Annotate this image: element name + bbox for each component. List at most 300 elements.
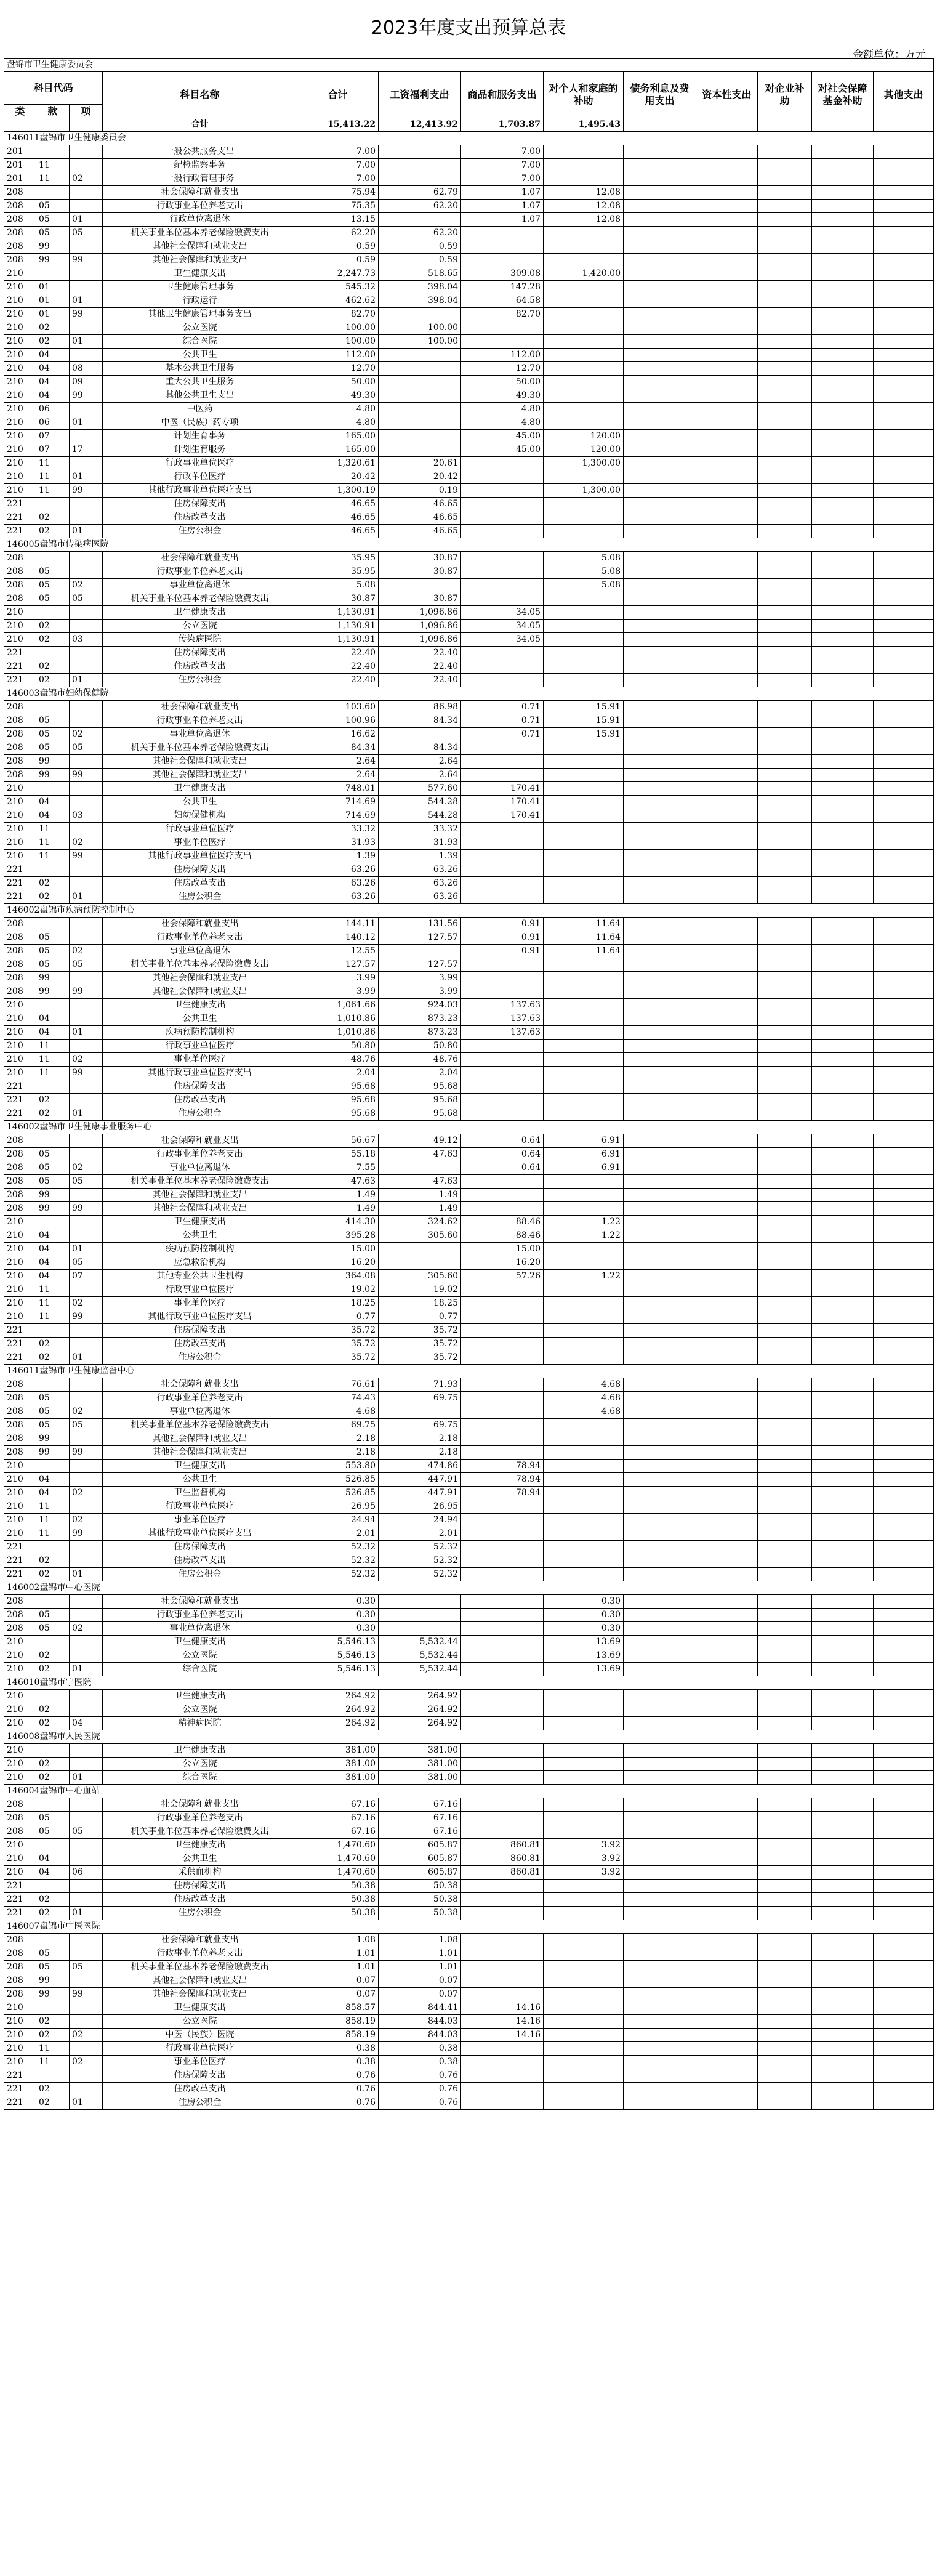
amount-cell: 398.04 (379, 294, 461, 308)
amount-cell (544, 362, 624, 376)
amount-cell (544, 376, 624, 389)
amount-cell (812, 1026, 874, 1040)
amount-cell (758, 633, 812, 647)
amount-cell (624, 2029, 696, 2042)
amount-cell (758, 796, 812, 809)
amount-cell (461, 1297, 544, 1310)
subject-name-cell: 行政事业单位养老支出 (103, 1392, 297, 1405)
amount-cell (812, 2096, 874, 2110)
table-row (4, 1324, 934, 1338)
subject-code-cell: 99 (70, 1446, 103, 1460)
amount-cell (812, 769, 874, 782)
amount-cell: 6.91 (544, 1161, 624, 1175)
table-row (4, 1107, 934, 1121)
amount-cell (758, 1405, 812, 1419)
amount-cell (624, 1446, 696, 1460)
amount-cell: 1,061.66 (297, 999, 379, 1012)
amount-cell (379, 1622, 461, 1636)
amount-cell (696, 1947, 758, 1961)
table-row (4, 918, 934, 931)
subject-code-cell: 05 (36, 1419, 70, 1432)
amount-cell: 14.16 (461, 2015, 544, 2029)
amount-cell (624, 728, 696, 741)
subject-code-cell: 208 (4, 1378, 36, 1392)
unit-section-row (4, 904, 934, 918)
unit-section-row (4, 1920, 934, 1934)
amount-cell (461, 1080, 544, 1094)
amount-cell (758, 1947, 812, 1961)
amount-cell: 50.00 (461, 376, 544, 389)
subject-code-cell: 208 (4, 1934, 36, 1947)
amount-cell (812, 1189, 874, 1202)
amount-cell (624, 1338, 696, 1351)
subject-code-cell: 210 (4, 308, 36, 321)
amount-cell: 100.00 (379, 335, 461, 349)
table-row (4, 1080, 934, 1094)
amount-cell (874, 931, 934, 945)
subject-code-cell: 210 (4, 267, 36, 281)
amount-cell (624, 1541, 696, 1554)
amount-cell: 67.16 (379, 1825, 461, 1839)
amount-cell (696, 1026, 758, 1040)
subject-code-cell: 01 (36, 281, 70, 294)
amount-cell (812, 1148, 874, 1161)
subject-name-cell: 一般公共服务支出 (103, 145, 297, 159)
header-capital: 资本性支出 (696, 72, 758, 118)
amount-cell: 49.30 (461, 389, 544, 403)
amount-cell (544, 227, 624, 240)
subject-code-cell (70, 931, 103, 945)
table-row (4, 1568, 934, 1581)
table-row (4, 308, 934, 321)
subject-code-cell: 208 (4, 701, 36, 714)
amount-cell (696, 565, 758, 579)
amount-cell (874, 592, 934, 606)
amount-cell: 64.58 (461, 294, 544, 308)
amount-cell (758, 294, 812, 308)
amount-cell: 1,130.91 (297, 633, 379, 647)
amount-cell (874, 1216, 934, 1229)
amount-cell (812, 958, 874, 972)
table-row (4, 1487, 934, 1500)
amount-cell: 0.64 (461, 1148, 544, 1161)
amount-cell (696, 254, 758, 267)
amount-cell (379, 376, 461, 389)
amount-cell (874, 470, 934, 484)
amount-cell: 137.63 (461, 1012, 544, 1026)
amount-cell (812, 918, 874, 931)
amount-cell (758, 1636, 812, 1649)
subject-name-cell: 住房保障支出 (103, 1880, 297, 1893)
subject-name-cell: 其他社会保障和就业支出 (103, 1446, 297, 1460)
amount-cell (696, 2056, 758, 2069)
amount-cell (812, 1554, 874, 1568)
amount-cell: 35.72 (379, 1324, 461, 1338)
amount-cell (758, 430, 812, 443)
amount-cell (812, 714, 874, 728)
amount-cell (696, 1351, 758, 1365)
subject-code-cell (36, 1690, 70, 1703)
amount-cell: 860.81 (461, 1866, 544, 1880)
subject-code-cell (70, 999, 103, 1012)
total-value (812, 118, 874, 132)
amount-cell (758, 1351, 812, 1365)
table-row (4, 1609, 934, 1622)
amount-cell (812, 1229, 874, 1243)
amount-cell (624, 1663, 696, 1676)
amount-cell: 1.49 (379, 1189, 461, 1202)
subject-code-cell: 01 (70, 674, 103, 687)
amount-cell (696, 389, 758, 403)
amount-cell (812, 985, 874, 999)
subject-code-cell: 05 (36, 213, 70, 227)
amount-cell (624, 145, 696, 159)
subject-name-cell: 公共卫生 (103, 796, 297, 809)
amount-cell (758, 1649, 812, 1663)
amount-cell (461, 335, 544, 349)
amount-cell (544, 1934, 624, 1947)
table-row (4, 1663, 934, 1676)
subject-code-cell: 208 (4, 1392, 36, 1405)
table-row (4, 1446, 934, 1460)
amount-cell (544, 416, 624, 430)
amount-cell (874, 1703, 934, 1717)
amount-cell (812, 1893, 874, 1907)
amount-cell (758, 1040, 812, 1053)
subject-code-cell (70, 1703, 103, 1717)
amount-cell (379, 362, 461, 376)
amount-cell (624, 267, 696, 281)
subject-code-cell: 11 (36, 1297, 70, 1310)
amount-cell (758, 1148, 812, 1161)
subject-code-cell: 210 (4, 1744, 36, 1758)
amount-cell (379, 579, 461, 592)
amount-cell (874, 1460, 934, 1473)
amount-cell (812, 525, 874, 538)
amount-cell (758, 362, 812, 376)
subject-code-cell: 208 (4, 1595, 36, 1609)
subject-code-cell: 210 (4, 470, 36, 484)
amount-cell (812, 1974, 874, 1988)
subject-code-cell (70, 1473, 103, 1487)
subject-code-cell: 04 (36, 1256, 70, 1270)
amount-cell (624, 1649, 696, 1663)
table-row (4, 1134, 934, 1148)
subject-name-cell: 机关事业单位基本养老保险缴费支出 (103, 1961, 297, 1974)
amount-cell: 74.43 (297, 1392, 379, 1405)
amount-cell (874, 1283, 934, 1297)
amount-cell (379, 443, 461, 457)
subject-code-cell (70, 660, 103, 674)
amount-cell (758, 552, 812, 565)
table-row (4, 1988, 934, 2001)
amount-cell (461, 1744, 544, 1758)
amount-cell (624, 985, 696, 999)
subject-code-cell: 99 (70, 389, 103, 403)
amount-cell: 15.00 (461, 1243, 544, 1256)
page-title: 2023年度支出预算总表 (371, 17, 566, 39)
subject-code-cell: 208 (4, 186, 36, 200)
table-row (4, 1432, 934, 1446)
amount-cell: 35.72 (297, 1324, 379, 1338)
subject-code-cell: 05 (36, 1825, 70, 1839)
subject-code-cell (70, 349, 103, 362)
amount-cell (696, 443, 758, 457)
amount-cell (544, 1974, 624, 1988)
subject-code-cell: 210 (4, 1527, 36, 1541)
amount-cell (624, 1432, 696, 1446)
amount-cell (624, 1947, 696, 1961)
table-row (4, 159, 934, 172)
amount-cell (696, 240, 758, 254)
amount-cell: 100.00 (297, 335, 379, 349)
amount-cell (758, 755, 812, 769)
amount-cell (758, 565, 812, 579)
subject-code-cell: 221 (4, 1554, 36, 1568)
amount-cell (544, 660, 624, 674)
amount-cell (544, 349, 624, 362)
amount-cell (812, 2001, 874, 2015)
subject-code-cell: 01 (70, 525, 103, 538)
amount-cell (696, 1310, 758, 1324)
subject-code-cell (36, 1378, 70, 1392)
subject-code-cell: 210 (4, 362, 36, 376)
amount-cell (696, 1825, 758, 1839)
amount-cell (696, 362, 758, 376)
amount-cell: 35.95 (297, 552, 379, 565)
amount-cell (624, 200, 696, 213)
amount-cell (812, 1663, 874, 1676)
amount-cell (758, 1487, 812, 1500)
amount-cell: 34.05 (461, 633, 544, 647)
amount-cell: 71.93 (379, 1378, 461, 1392)
subject-name-cell: 住房保障支出 (103, 1080, 297, 1094)
amount-cell (461, 1934, 544, 1947)
header-goods: 商品和服务支出 (461, 72, 544, 118)
amount-cell: 1,130.91 (297, 620, 379, 633)
amount-cell (758, 1310, 812, 1324)
amount-cell: 55.18 (297, 1148, 379, 1161)
amount-cell: 0.07 (379, 1974, 461, 1988)
subject-code-cell: 06 (70, 1866, 103, 1880)
table-row (4, 511, 934, 525)
amount-cell (758, 1189, 812, 1202)
amount-cell (758, 498, 812, 511)
unit-section-name: 146002盘锦市中心医院 (4, 1581, 934, 1595)
unit-section-name: 146003盘锦市妇幼保健院 (4, 687, 934, 701)
amount-cell: 2.18 (297, 1446, 379, 1460)
subject-code-cell: 210 (4, 484, 36, 498)
subject-name-cell: 卫生健康支出 (103, 606, 297, 620)
header-other: 其他支出 (874, 72, 934, 118)
amount-cell (624, 1067, 696, 1080)
amount-cell (696, 430, 758, 443)
header-code: 科目代码 (4, 72, 103, 105)
amount-cell (874, 1974, 934, 1988)
amount-cell (624, 836, 696, 850)
amount-cell (812, 1216, 874, 1229)
amount-cell (696, 470, 758, 484)
amount-cell (696, 823, 758, 836)
subject-name-cell: 其他社会保障和就业支出 (103, 1988, 297, 2001)
amount-cell (696, 931, 758, 945)
table-row (4, 2056, 934, 2069)
amount-cell (624, 1988, 696, 2001)
amount-cell (624, 1825, 696, 1839)
amount-cell (758, 2083, 812, 2096)
unit-section-row (4, 1676, 934, 1690)
subject-code-cell: 99 (36, 1432, 70, 1446)
subject-code-cell: 02 (36, 1758, 70, 1771)
amount-cell (758, 1378, 812, 1392)
table-body (4, 118, 934, 2110)
amount-cell (461, 1446, 544, 1460)
amount-cell (874, 172, 934, 186)
amount-cell (874, 606, 934, 620)
subject-name-cell: 机关事业单位基本养老保险缴费支出 (103, 1175, 297, 1189)
amount-cell: 69.75 (379, 1419, 461, 1432)
amount-cell (544, 1988, 624, 2001)
unit-section-row (4, 1785, 934, 1798)
amount-cell (696, 633, 758, 647)
amount-cell (812, 1012, 874, 1026)
amount-cell (812, 836, 874, 850)
header-xiang: 项 (70, 105, 103, 118)
amount-cell (461, 1107, 544, 1121)
amount-cell (696, 1758, 758, 1771)
total-value: 1,495.43 (544, 118, 624, 132)
amount-cell (379, 349, 461, 362)
amount-cell (696, 1053, 758, 1067)
amount-cell (544, 1094, 624, 1107)
amount-cell (379, 1405, 461, 1419)
amount-cell: 1,300.19 (297, 484, 379, 498)
header-enterprise: 对企业补助 (758, 72, 812, 118)
amount-cell (544, 1514, 624, 1527)
subject-name-cell: 住房改革支出 (103, 1338, 297, 1351)
subject-code-cell: 221 (4, 1094, 36, 1107)
amount-cell (696, 1798, 758, 1812)
amount-cell: 1,096.86 (379, 633, 461, 647)
subject-code-cell (70, 918, 103, 931)
amount-cell (544, 755, 624, 769)
amount-cell (696, 1067, 758, 1080)
subject-name-cell: 事业单位医疗 (103, 2056, 297, 2069)
amount-cell (624, 1609, 696, 1622)
unit-section-name: 146007盘锦市中医医院 (4, 1920, 934, 1934)
amount-cell (874, 1649, 934, 1663)
subject-name-cell: 其他卫生健康管理事务支出 (103, 308, 297, 321)
amount-cell (624, 1202, 696, 1216)
subject-code-cell: 99 (70, 254, 103, 267)
amount-cell (696, 877, 758, 890)
amount-cell (758, 1473, 812, 1487)
amount-cell (544, 511, 624, 525)
amount-cell (544, 1202, 624, 1216)
amount-cell (758, 1514, 812, 1527)
amount-cell: 1.08 (297, 1934, 379, 1947)
table-row (4, 1703, 934, 1717)
amount-cell (874, 2096, 934, 2110)
amount-cell (812, 145, 874, 159)
subject-name-cell: 其他社会保障和就业支出 (103, 1189, 297, 1202)
subject-name-cell: 住房公积金 (103, 890, 297, 904)
amount-cell (461, 1189, 544, 1202)
amount-cell (544, 972, 624, 985)
amount-cell (544, 1500, 624, 1514)
subject-code-cell: 208 (4, 1622, 36, 1636)
subject-name-cell: 事业单位离退休 (103, 1622, 297, 1636)
subject-name-cell: 综合医院 (103, 335, 297, 349)
subject-code-cell (36, 918, 70, 931)
amount-cell (874, 2056, 934, 2069)
subject-code-cell (70, 823, 103, 836)
subject-code-cell: 02 (70, 1053, 103, 1067)
amount-cell (624, 1419, 696, 1432)
subject-code-cell (70, 1460, 103, 1473)
subject-code-cell (70, 1554, 103, 1568)
subject-code-cell (36, 1636, 70, 1649)
amount-cell (758, 200, 812, 213)
subject-name-cell: 行政单位离退休 (103, 213, 297, 227)
subject-code-cell: 208 (4, 1134, 36, 1148)
amount-cell (758, 1094, 812, 1107)
amount-cell (874, 200, 934, 213)
amount-cell: 15.91 (544, 714, 624, 728)
table-row (4, 430, 934, 443)
subject-name-cell: 社会保障和就业支出 (103, 1798, 297, 1812)
amount-cell (758, 728, 812, 741)
amount-cell (461, 1338, 544, 1351)
amount-cell (624, 498, 696, 511)
amount-cell (544, 1012, 624, 1026)
amount-cell (544, 782, 624, 796)
amount-cell: 15.91 (544, 701, 624, 714)
subject-code-cell: 210 (4, 376, 36, 389)
amount-cell (758, 945, 812, 958)
amount-cell: 1,010.86 (297, 1026, 379, 1040)
amount-cell (874, 2029, 934, 2042)
subject-code-cell: 210 (4, 335, 36, 349)
amount-cell (624, 1934, 696, 1947)
amount-cell (696, 349, 758, 362)
amount-cell (874, 565, 934, 579)
subject-code-cell: 210 (4, 1649, 36, 1663)
amount-cell (461, 2042, 544, 2056)
amount-cell (812, 863, 874, 877)
amount-cell (758, 159, 812, 172)
amount-cell: 1.39 (379, 850, 461, 863)
amount-cell (624, 620, 696, 633)
amount-cell: 30.87 (379, 552, 461, 565)
table-row (4, 1798, 934, 1812)
amount-cell: 364.08 (297, 1270, 379, 1283)
subject-name-cell: 卫生健康支出 (103, 1460, 297, 1473)
amount-cell (758, 1012, 812, 1026)
amount-cell (624, 1026, 696, 1040)
amount-cell (379, 145, 461, 159)
amount-cell (758, 660, 812, 674)
amount-cell (812, 755, 874, 769)
amount-cell (874, 1446, 934, 1460)
subject-code-cell (70, 1690, 103, 1703)
subject-code-cell: 08 (70, 362, 103, 376)
amount-cell (758, 1527, 812, 1541)
subject-name-cell: 事业单位医疗 (103, 836, 297, 850)
amount-cell: 35.72 (379, 1338, 461, 1351)
amount-cell: 78.94 (461, 1473, 544, 1487)
header-name: 科目名称 (103, 72, 297, 118)
